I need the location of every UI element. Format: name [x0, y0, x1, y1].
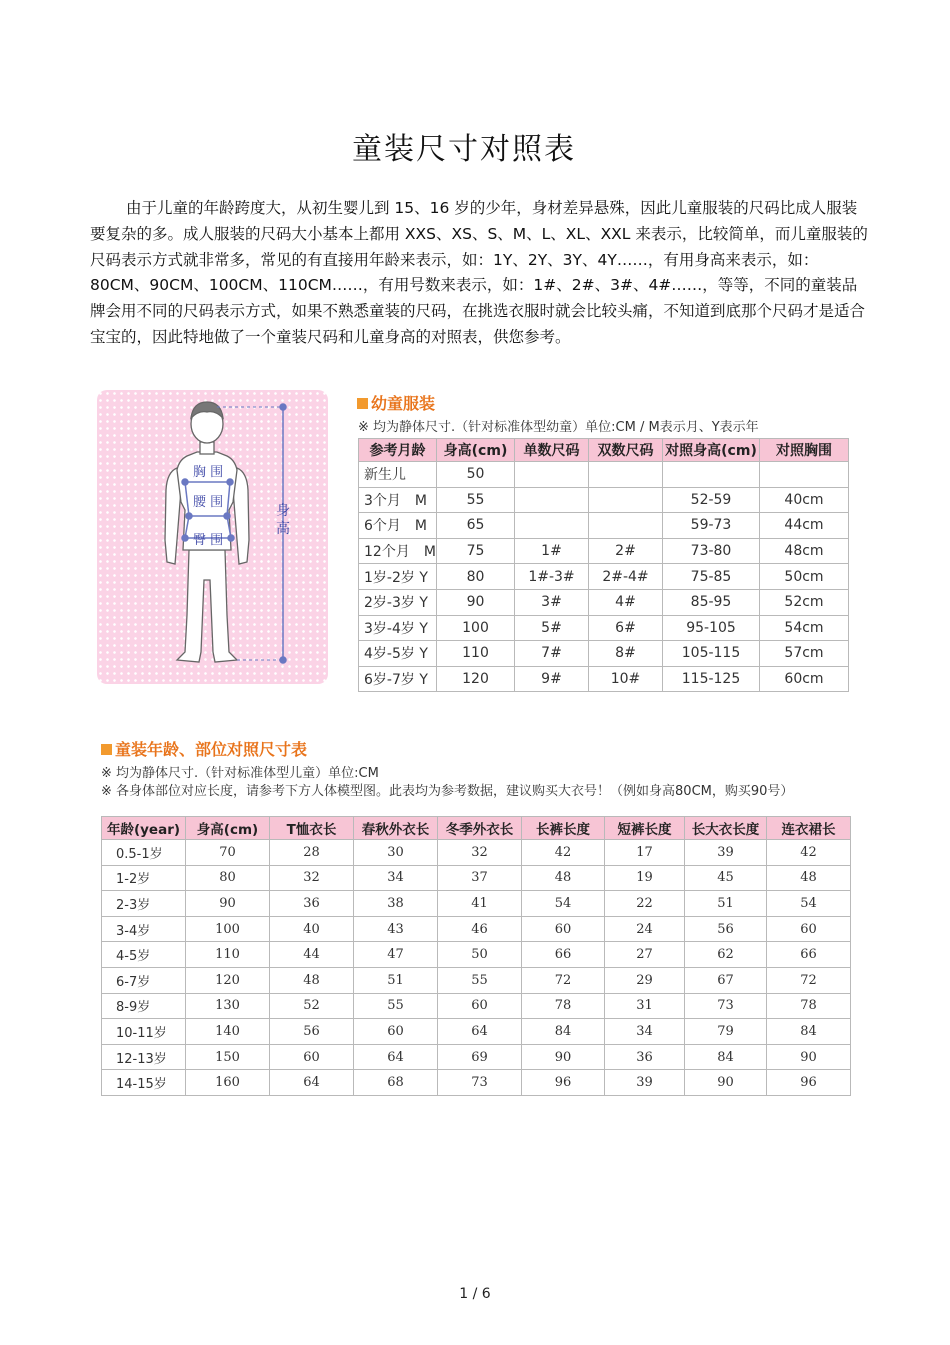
table-cell: [663, 462, 760, 488]
table-cell: 79: [685, 1019, 767, 1045]
table-cell: 78: [522, 993, 605, 1019]
table-cell: 60: [354, 1019, 438, 1045]
chest-label: 胸 围: [193, 465, 224, 480]
table-cell: 43: [354, 916, 438, 942]
section-marker-icon: [101, 744, 112, 755]
table-cell: [589, 513, 663, 539]
table-cell: [515, 462, 589, 488]
table-cell: 2#: [589, 538, 663, 564]
table-cell: [760, 462, 849, 488]
table-cell: 30: [354, 840, 438, 866]
table-cell: 80: [186, 865, 270, 891]
column-header: 身高(cm): [186, 817, 270, 840]
table-cell: 150: [186, 1044, 270, 1070]
table-cell: 52cm: [760, 589, 849, 615]
table-cell: 42: [522, 840, 605, 866]
table-cell: 140: [186, 1019, 270, 1045]
table-cell: 64: [270, 1070, 354, 1096]
table-cell: 10#: [589, 666, 663, 692]
table-cell: 59-73: [663, 513, 760, 539]
table-cell: [589, 462, 663, 488]
table-cell: 96: [522, 1070, 605, 1096]
table-cell: 95-105: [663, 615, 760, 641]
table-cell: 6个月 M: [359, 513, 437, 539]
table-cell: 66: [767, 942, 851, 968]
table-cell: 4岁-5岁 Y: [359, 641, 437, 667]
table-cell: 54: [522, 891, 605, 917]
table-cell: 57cm: [760, 641, 849, 667]
section2-note2: ※ 各身体部位对应长度，请参考下方人体模型图。此表均为参考数据，建议购买大衣号！（例如身高80CM，购买90号）: [101, 784, 794, 799]
table-cell: 39: [605, 1070, 685, 1096]
table-cell: 100: [437, 615, 515, 641]
table-row: [359, 666, 849, 692]
table-cell: 1岁-2岁 Y: [359, 564, 437, 590]
table-cell: 40cm: [760, 487, 849, 513]
table-cell: 90: [522, 1044, 605, 1070]
table-cell: 45: [685, 865, 767, 891]
table-cell: 12个月 M: [359, 538, 437, 564]
table-cell: 42: [767, 840, 851, 866]
table-row: [102, 891, 851, 917]
table-cell: 2岁-3岁 Y: [359, 589, 437, 615]
table-cell: 48cm: [760, 538, 849, 564]
table-cell: 41: [438, 891, 522, 917]
age-measurement-table: [101, 816, 851, 1096]
table-cell: 14-15岁: [102, 1070, 186, 1096]
table-cell: 90: [767, 1044, 851, 1070]
table-row: [102, 967, 851, 993]
table-row: [102, 1019, 851, 1045]
table-cell: 90: [685, 1070, 767, 1096]
table-cell: 85-95: [663, 589, 760, 615]
table-cell: 55: [354, 993, 438, 1019]
table-cell: 110: [437, 641, 515, 667]
table-cell: 130: [186, 993, 270, 1019]
table-cell: 60: [270, 1044, 354, 1070]
child-body-illustration: [97, 390, 328, 684]
column-header: 对照身高(cm): [663, 439, 760, 462]
table-cell: 73-80: [663, 538, 760, 564]
table-row: [359, 538, 849, 564]
table-cell: 84: [522, 1019, 605, 1045]
height-label-2: 高: [276, 521, 290, 537]
table-cell: 60: [522, 916, 605, 942]
table-cell: 2#-4#: [589, 564, 663, 590]
table-cell: 1#: [515, 538, 589, 564]
table-cell: 160: [186, 1070, 270, 1096]
table-cell: 66: [522, 942, 605, 968]
table-cell: 17: [605, 840, 685, 866]
table-cell: 6#: [589, 615, 663, 641]
column-header: 春秋外衣长: [354, 817, 438, 840]
table-cell: 48: [767, 865, 851, 891]
table-cell: 54: [767, 891, 851, 917]
page-title: 童装尺寸对照表: [352, 132, 576, 167]
table-row: [102, 993, 851, 1019]
table-cell: 84: [767, 1019, 851, 1045]
column-header: 连衣裙长: [767, 817, 851, 840]
column-header: 冬季外衣长: [438, 817, 522, 840]
table-cell: 3岁-4岁 Y: [359, 615, 437, 641]
table-cell: 62: [685, 942, 767, 968]
column-header: 对照胸围: [760, 439, 849, 462]
waist-label: 腰 围: [193, 495, 224, 510]
table-row: [359, 462, 849, 488]
table-cell: 65: [437, 513, 515, 539]
table-cell: 69: [438, 1044, 522, 1070]
table-cell: 72: [522, 967, 605, 993]
table-cell: 47: [354, 942, 438, 968]
table-cell: 73: [685, 993, 767, 1019]
table-cell: 39: [685, 840, 767, 866]
body-figure: [97, 390, 328, 684]
toddler-size-table: [358, 438, 849, 692]
table-row: [359, 513, 849, 539]
table-cell: 7#: [515, 641, 589, 667]
table-row: [359, 589, 849, 615]
table-cell: 115-125: [663, 666, 760, 692]
table-row: [102, 865, 851, 891]
table-cell: 48: [270, 967, 354, 993]
table-cell: 5#: [515, 615, 589, 641]
table-cell: 120: [437, 666, 515, 692]
column-header: 长裤长度: [522, 817, 605, 840]
table-cell: 110: [186, 942, 270, 968]
table-cell: 96: [767, 1070, 851, 1096]
table-row: [102, 942, 851, 968]
table-row: [359, 641, 849, 667]
intro-paragraph: 由于儿童的年龄跨度大，从初生婴儿到 15、16 岁的少年，身材差异悬殊，因此儿童服装的尺码比成人服装要复杂的多。成人服装的尺码大小基本上都用 XXS、XS、S、M、L、XL、XXL 来表示，比较简单，而儿童服装的尺码表示方式就非常多，常见的有直接用年龄来表示，如：1Y、2Y、3Y、4Y……，有用身高来表示，如：80CM、90CM、100CM、110CM……，有用号数来表示，如：1#、2#、3#、4#……，等等，不同的童装品牌会用不同的尺码表示方式，如果不熟悉童装的尺码，在挑选衣服时就会比较头痛，不知道到底那个尺码才是适合宝宝的，因此特地做了一个童装尺码和儿童身高的对照表，供您参考。: [90, 199, 868, 346]
table-cell: 68: [354, 1070, 438, 1096]
table-row: [102, 1070, 851, 1096]
table-cell: 48: [522, 865, 605, 891]
table-cell: 55: [437, 487, 515, 513]
table-cell: 19: [605, 865, 685, 891]
intro-text: [90, 196, 870, 351]
table-cell: 36: [270, 891, 354, 917]
table-cell: 54cm: [760, 615, 849, 641]
table-cell: 52-59: [663, 487, 760, 513]
table-cell: 8#: [589, 641, 663, 667]
table-cell: 0.5-1岁: [102, 840, 186, 866]
table-cell: 55: [438, 967, 522, 993]
column-header: 短裤长度: [605, 817, 685, 840]
table-cell: 38: [354, 891, 438, 917]
section1-note: ※ 均为静体尺寸.（针对标准体型幼童）单位:CM / M表示月、Y表示年: [358, 420, 759, 435]
column-header: 双数尺码: [589, 439, 663, 462]
table-cell: 75: [437, 538, 515, 564]
column-header: 参考月龄: [359, 439, 437, 462]
table-cell: 1-2岁: [102, 865, 186, 891]
table-cell: 105-115: [663, 641, 760, 667]
table-cell: 34: [354, 865, 438, 891]
table-cell: 51: [685, 891, 767, 917]
table-cell: 4-5岁: [102, 942, 186, 968]
table-cell: 75-85: [663, 564, 760, 590]
table-cell: 64: [354, 1044, 438, 1070]
table-cell: 70: [186, 840, 270, 866]
table-cell: 32: [438, 840, 522, 866]
section2-title: 童装年龄、部位对照尺寸表: [101, 737, 307, 760]
table-cell: [515, 513, 589, 539]
section-marker-icon: [357, 398, 368, 409]
table-row: [102, 916, 851, 942]
table-cell: 6-7岁: [102, 967, 186, 993]
table-cell: 3#: [515, 589, 589, 615]
table-cell: [589, 487, 663, 513]
column-header: 长大衣长度: [685, 817, 767, 840]
height-label-1: 身: [276, 503, 290, 519]
table-cell: 2-3岁: [102, 891, 186, 917]
table-cell: 44cm: [760, 513, 849, 539]
table-cell: 36: [605, 1044, 685, 1070]
table-cell: 73: [438, 1070, 522, 1096]
table-cell: 50cm: [760, 564, 849, 590]
table-cell: 12-13岁: [102, 1044, 186, 1070]
table-cell: 37: [438, 865, 522, 891]
table-row: [102, 1044, 851, 1070]
table-cell: 32: [270, 865, 354, 891]
table-row: [102, 840, 851, 866]
table-cell: 72: [767, 967, 851, 993]
column-header: T恤衣长: [270, 817, 354, 840]
table-cell: 51: [354, 967, 438, 993]
table-cell: 22: [605, 891, 685, 917]
column-header: 年龄(year): [102, 817, 186, 840]
table-cell: 56: [685, 916, 767, 942]
table-cell: 80: [437, 564, 515, 590]
table-cell: 3-4岁: [102, 916, 186, 942]
table-cell: 120: [186, 967, 270, 993]
table-cell: 50: [438, 942, 522, 968]
page-number: 1 / 6: [459, 1286, 491, 1302]
table-cell: 10-11岁: [102, 1019, 186, 1045]
table-cell: 84: [685, 1044, 767, 1070]
table-cell: 1#-3#: [515, 564, 589, 590]
table-cell: 100: [186, 916, 270, 942]
table-row: [359, 615, 849, 641]
table-cell: 27: [605, 942, 685, 968]
table-cell: 56: [270, 1019, 354, 1045]
table-cell: 40: [270, 916, 354, 942]
column-header: 身高(cm): [437, 439, 515, 462]
table-cell: 28: [270, 840, 354, 866]
table-cell: 90: [186, 891, 270, 917]
table-cell: 46: [438, 916, 522, 942]
table-cell: 34: [605, 1019, 685, 1045]
table-cell: 60: [438, 993, 522, 1019]
table-cell: 24: [605, 916, 685, 942]
table-cell: 50: [437, 462, 515, 488]
table-cell: 64: [438, 1019, 522, 1045]
table-cell: 9#: [515, 666, 589, 692]
table-cell: 31: [605, 993, 685, 1019]
table-row: [359, 487, 849, 513]
table-cell: 44: [270, 942, 354, 968]
table-cell: 8-9岁: [102, 993, 186, 1019]
table-cell: 新生儿: [359, 462, 437, 488]
table-cell: 90: [437, 589, 515, 615]
table-cell: [515, 487, 589, 513]
table-cell: 67: [685, 967, 767, 993]
table-cell: 29: [605, 967, 685, 993]
table-row: [359, 564, 849, 590]
section2-note1: ※ 均为静体尺寸.（针对标准体型儿童）单位:CM: [101, 766, 379, 781]
column-header: 单数尺码: [515, 439, 589, 462]
table-cell: 78: [767, 993, 851, 1019]
table-cell: 60: [767, 916, 851, 942]
hip-label: 臀 围: [193, 533, 224, 548]
table-cell: 6岁-7岁 Y: [359, 666, 437, 692]
table-cell: 3个月 M: [359, 487, 437, 513]
section1-title: 幼童服装: [357, 391, 435, 414]
table-cell: 60cm: [760, 666, 849, 692]
table-cell: 52: [270, 993, 354, 1019]
table-cell: 4#: [589, 589, 663, 615]
